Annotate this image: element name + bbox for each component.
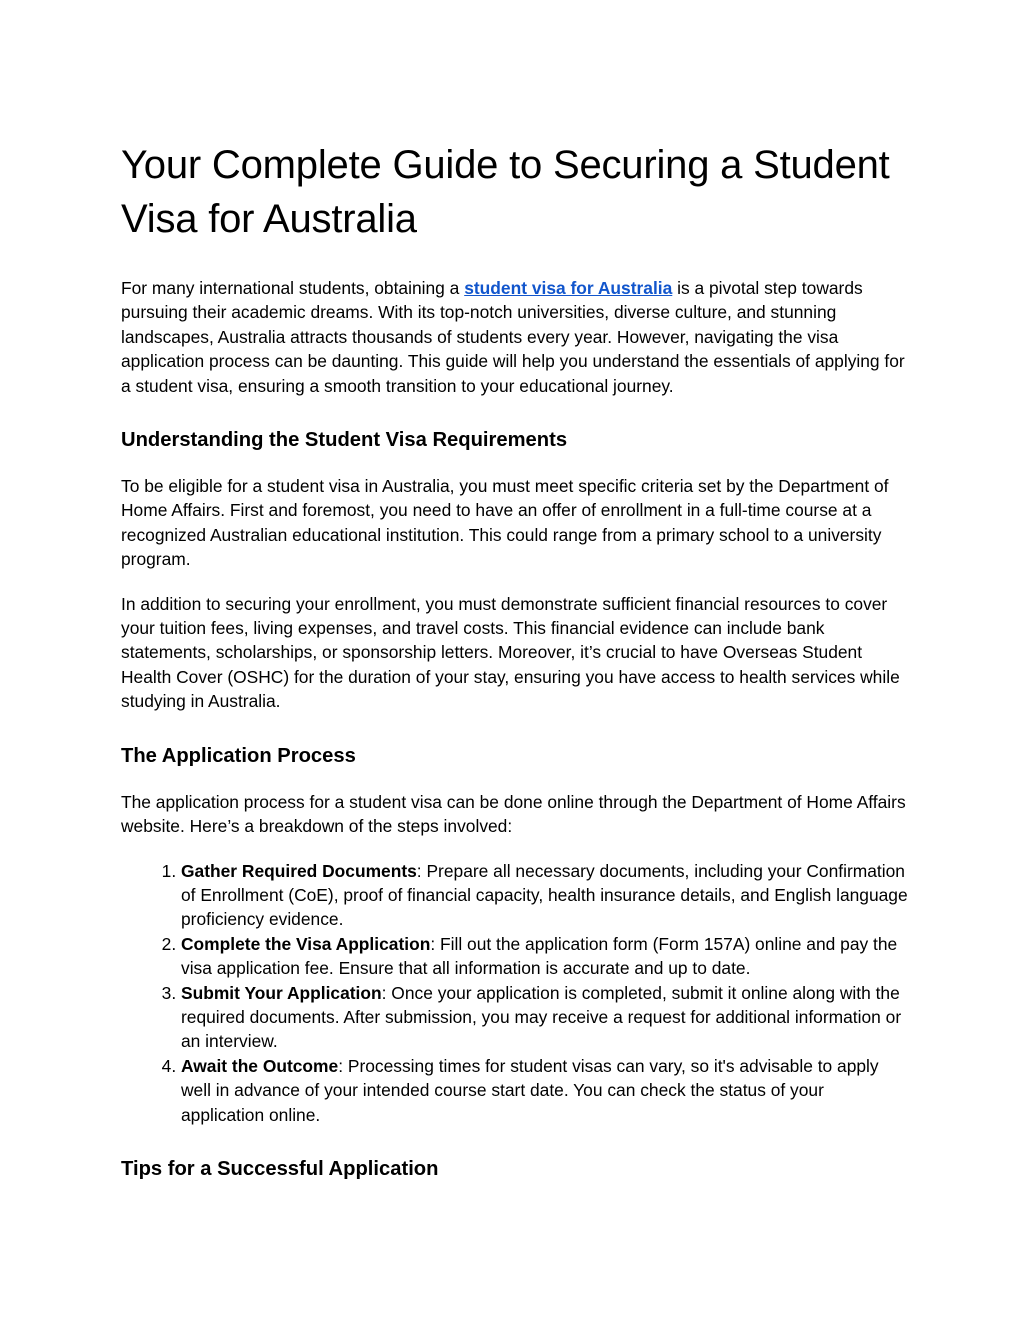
list-item [181,859,911,932]
section-heading-application-process: The Application Process [121,744,356,767]
list-item [181,981,911,1054]
intro-text-before-link: For many international students, obtaining a [121,278,465,298]
step-text: : Once your application is completed, submit it online along with the required documents. After submission, you may receive a request for additional information or an interview. [181,982,902,1052]
intro-text-after-link: is a pivotal step towards pursuing their academic dreams. With its top-notch universities, diverse culture, and stunning landscapes, Australia attracts thousands of students every year. However, navigating the visa application process can be daunting. This guide will help you understand the essentials of applying for a student visa, ensuring a smooth transition to your educational journey. [121,278,905,396]
intro-paragraph [121,276,911,398]
application-process-paragraph: The application process for a student visa can be done online through the Department of Home Affairs website. Here’s a breakdown of the steps involved: [121,791,906,837]
step-text: : Processing times for student visas can vary, so it's advisable to apply well in advance of your intended course start date. You can check the status of your application online. [181,1055,879,1125]
requirements-paragraph-2: In addition to securing your enrollment, you must demonstrate sufficient financial resources to cover your tuition fees, living expenses, and travel costs. This financial evidence can include bank statements, scholarships, or sponsorship letters. Moreover, it’s crucial to have Overseas Student Health Cover (OSHC) for the duration of your stay, ensuring you have access to health services while studying in Australia. [121,593,900,712]
step-label: Complete the Visa Application [181,933,431,954]
step-label: Submit Your Application [181,982,382,1003]
step-label: Gather Required Documents [181,860,417,881]
list-item [181,1054,911,1127]
student-visa-link[interactable]: student visa for Australia [464,278,673,298]
document-page [121,138,911,1183]
section-heading-tips: Tips for a Successful Application [121,1157,439,1180]
list-item [181,932,911,981]
requirements-paragraph-1: To be eligible for a student visa in Australia, you must meet specific criteria set by the Department of Home Affairs. First and foremost, you need to have an offer of enrollment in a full-time course at a recognized Australian educational institution. This could range from a primary school to a university program. [121,476,889,570]
step-text: : Fill out the application form (Form 157A) online and pay the visa application fee. Ensure that all information is accurate and up to date. [181,933,898,979]
application-steps-list [121,859,911,1127]
step-text: : Prepare all necessary documents, including your Confirmation of Enrollment (CoE), proof of financial capacity, health insurance details, and English language proficiency evidence. [181,860,908,930]
document-title: Your Complete Guide to Securing a Student Visa for Australia [121,143,890,241]
step-label: Await the Outcome [181,1055,339,1076]
section-heading-requirements: Understanding the Student Visa Requirements [121,429,568,452]
